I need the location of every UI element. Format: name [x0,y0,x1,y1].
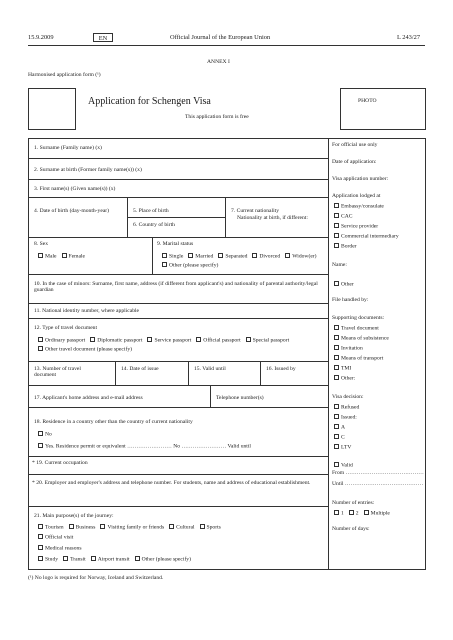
valid-checkbox[interactable] [334,462,339,467]
field-15-valid-until[interactable]: 15. Valid until [194,366,226,372]
tmi-label: TMI [341,365,352,372]
official-valid-until: Until …………………………………… [332,481,424,487]
single-label: Single [169,253,184,260]
diplomatic-passport-label: Diplomatic passport [97,337,143,344]
field-18-residence: 18. Residence in a country other than the country of current nationality [34,419,193,425]
tourism-checkbox[interactable] [38,524,43,529]
divorced-label: Divorced [259,253,281,260]
divorced-checkbox[interactable] [252,253,257,258]
male-label: Male [45,253,57,260]
refused-label: Refused [341,404,360,411]
widow-checkbox[interactable] [285,253,290,258]
official-service-provider [334,223,378,230]
field-5-place-of-birth[interactable]: 5. Place of birth [133,208,169,214]
widow-label: Widow(er) [292,253,317,260]
official-c [334,434,345,441]
service-provider-checkbox[interactable] [334,223,339,228]
study-label: Study [45,556,59,563]
official-file-handled: File handled by: [332,297,369,303]
entries-2-label: 2 [355,510,359,517]
medical-label: Medical reasons [45,545,82,552]
marital-other-checkbox[interactable] [162,262,167,267]
official-transport [334,355,383,362]
field-19-occupation[interactable]: * 19. Current occupation [32,460,88,466]
ordinary-passport-label: Ordinary passport [45,337,86,344]
residence-yes-label: Yes. Residence permit or equivalent …………………… No …………………… Valid until [45,443,251,450]
commercial-label: Commercial intermediary [341,233,399,240]
official-passport-label: Official passport [203,337,241,344]
airport-transit-label: Airport transit [97,556,130,563]
field-13-travel-doc-number[interactable]: 13. Number of travel document [34,366,81,379]
travel-doc-other [38,346,137,353]
marital-options [162,253,322,260]
official-entries-options [334,510,395,517]
ltv-checkbox[interactable] [334,444,339,449]
marital-other-label: Other (please specify) [169,262,219,269]
field-21-purpose: 21. Main purpose(s) of the journey: [34,513,114,519]
service-provider-label: Service provider [341,223,379,230]
other-docs-checkbox[interactable] [334,375,339,380]
female-checkbox[interactable] [62,253,67,258]
visiting-label: Visiting family or friends [107,524,165,531]
field-16-issued-by[interactable]: 16. Issued by [266,366,296,372]
business-label: Business [75,524,96,531]
sports-checkbox[interactable] [200,524,205,529]
official-travel-doc [334,325,379,332]
residence-no [38,431,57,438]
official-visa-number: Visa application number: [332,176,389,182]
photo-box [340,88,426,130]
header-lang: EN [93,33,113,42]
official-tmi [334,365,351,372]
entries-1-label: 1 [341,510,344,517]
single-checkbox[interactable] [162,253,167,258]
medical-checkbox[interactable] [38,545,43,550]
official-passport-checkbox[interactable] [196,337,201,342]
visa-c-checkbox[interactable] [334,434,339,439]
ltv-label: LTV [341,444,352,451]
transport-checkbox[interactable] [334,355,339,360]
transport-label: Means of transport [341,355,384,362]
sex-options [38,253,90,260]
issued-checkbox[interactable] [334,414,339,419]
field-7-nationality-at-birth[interactable]: Nationality at birth, if different: [237,215,308,221]
official-supporting: Supporting documents: [332,315,385,321]
form-title: Application for Schengen Visa [88,96,211,107]
official-other [334,281,354,288]
valid-label: Valid [341,462,353,469]
official-ltv [334,444,351,451]
special-passport-checkbox[interactable] [246,337,251,342]
entries-multiple-label: Multiple [370,510,390,517]
official-subsistence [334,335,389,342]
border-label: Border [341,243,357,250]
visa-c-label: C [341,434,345,441]
footnote: (¹) No logo is required for Norway, Iceland and Switzerland. [28,575,164,581]
official-name: Name: [332,262,347,268]
separated-checkbox[interactable] [218,253,223,258]
field-20-employer[interactable]: * 20. Employer and employer's address and telephone number. For students, name and address of educational establishment. [32,480,311,486]
header-page: L 243/27 [397,34,421,41]
married-checkbox[interactable] [188,253,193,258]
harmonised-label: Harmonised application form (¹) [28,72,101,78]
official-other-label: Other [341,281,354,288]
married-label: Married [195,253,214,260]
residence-no-checkbox[interactable] [38,431,43,436]
tmi-checkbox[interactable] [334,365,339,370]
official-valid-from: From …………………………………… [332,470,424,476]
field-6-country-of-birth[interactable]: 6. Country of birth [133,222,175,228]
other-docs-label: Other: [341,375,356,382]
entries-2-checkbox[interactable] [349,510,354,515]
official-other-checkbox[interactable] [334,281,339,286]
official-refused [334,404,359,411]
header-date: 15.9.2009 [28,34,54,41]
entries-1-checkbox[interactable] [334,510,339,515]
official-date-of-application: Date of application: [332,159,377,165]
purpose-row-1 [38,524,226,531]
official-divider [328,138,329,570]
form-subtitle: This application form is free [185,114,249,120]
purpose-other-checkbox[interactable] [135,556,140,561]
study-checkbox[interactable] [38,556,43,561]
official-invitation [334,345,363,352]
official-lodged-at: Application lodged at [332,193,381,199]
invitation-checkbox[interactable] [334,345,339,350]
special-passport-label: Special passport [252,337,290,344]
separated-label: Separated [225,253,248,260]
subsistence-checkbox[interactable] [334,335,339,340]
field-17-home-address[interactable]: 17. Applicant's home address and e-mail address [34,395,143,401]
cultural-label: Cultural [176,524,195,531]
residence-yes-checkbox[interactable] [38,443,43,448]
commercial-checkbox[interactable] [334,233,339,238]
official-visa-decision: Visa decision: [332,394,364,400]
visa-a-checkbox[interactable] [334,424,339,429]
purpose-row-2 [38,534,78,541]
field-7-nationality[interactable]: 7. Current nationality [231,208,280,214]
field-4-date-of-birth[interactable]: 4. Date of birth (day-month-year) [34,208,110,214]
service-passport-checkbox[interactable] [147,337,152,342]
official-number-of-days: Number of days: [332,526,370,532]
visa-a-label: A [341,424,346,431]
official-issued [334,414,357,421]
field-14-date-of-issue[interactable]: 14. Date of issue [121,366,159,372]
airport-transit-checkbox[interactable] [91,556,96,561]
official-embassy [334,203,384,210]
photo-label: PHOTO [358,98,377,104]
transit-label: Transit [70,556,86,563]
marital-other [162,262,223,269]
field-11-national-id[interactable]: 11. National identity number, where applicable [34,308,140,314]
official-commercial [334,233,399,240]
other-travel-doc-label: Other travel document (please specify) [45,346,132,353]
header-rule [28,45,425,46]
business-checkbox[interactable] [69,524,74,529]
official-border [334,243,357,250]
purpose-other-label: Other (please specify) [141,556,191,563]
male-checkbox[interactable] [38,253,43,258]
field-1-surname[interactable]: 1. Surname (Family name) (x) [34,145,102,151]
official-cac [334,213,353,220]
support-travel-doc-label: Travel document [341,325,379,332]
field-3-first-names[interactable]: 3. First name(s) (Given name(s)) (x) [34,186,116,192]
refused-checkbox[interactable] [334,404,339,409]
logo-box [28,88,76,130]
entries-multiple-checkbox[interactable] [364,510,369,515]
residence-yes [38,443,256,450]
purpose-row-3 [38,545,87,552]
service-passport-label: Service passport [154,337,192,344]
residence-no-label: No [45,431,52,438]
ordinary-passport-checkbox[interactable] [38,337,43,342]
field-2-surname-at-birth[interactable]: 2. Surname at birth (Former family name(s)) (x) [34,167,142,173]
official-heading: For official use only [332,142,378,148]
invitation-label: Invitation [341,345,363,352]
subsistence-label: Means of subsistence [341,335,389,342]
field-12-travel-document-type: 12. Type of travel document [34,325,98,331]
official-a [334,424,345,431]
field-8-sex: 8. Sex [34,241,48,247]
official-number-of-entries: Number of entries: [332,500,375,506]
transit-checkbox[interactable] [63,556,68,561]
cac-checkbox[interactable] [334,213,339,218]
sports-label: Sports [206,524,221,531]
field-10-minors-guardian[interactable]: 10. In the case of minors: Surname, first name, address (if different from applicant's) and nationality of parental authority/legal guardian [34,281,318,294]
field-9-marital-status: 9. Marital status [157,241,194,247]
purpose-row-4 [38,556,196,563]
official-valid [334,462,353,469]
female-label: Female [68,253,85,260]
travel-doc-options [38,337,294,344]
field-17-telephone[interactable]: Telephone number(s) [216,395,264,401]
embassy-checkbox[interactable] [334,203,339,208]
official-other-docs [334,375,355,382]
diplomatic-passport-checkbox[interactable] [90,337,95,342]
support-travel-doc-checkbox[interactable] [334,325,339,330]
tourism-label: Tourism [45,524,64,531]
other-travel-doc-checkbox[interactable] [38,346,43,351]
issued-label: Issued: [341,414,357,421]
border-checkbox[interactable] [334,243,339,248]
header-journal: Official Journal of the European Union [170,34,271,41]
cac-label: CAC [341,213,353,220]
embassy-label: Embassy/consulate [341,203,384,210]
cultural-checkbox[interactable] [169,524,174,529]
official-visit-label: Official visit [45,534,74,541]
visiting-checkbox[interactable] [100,524,105,529]
official-visit-checkbox[interactable] [38,534,43,539]
annex-label: ANNEX I [207,59,230,65]
